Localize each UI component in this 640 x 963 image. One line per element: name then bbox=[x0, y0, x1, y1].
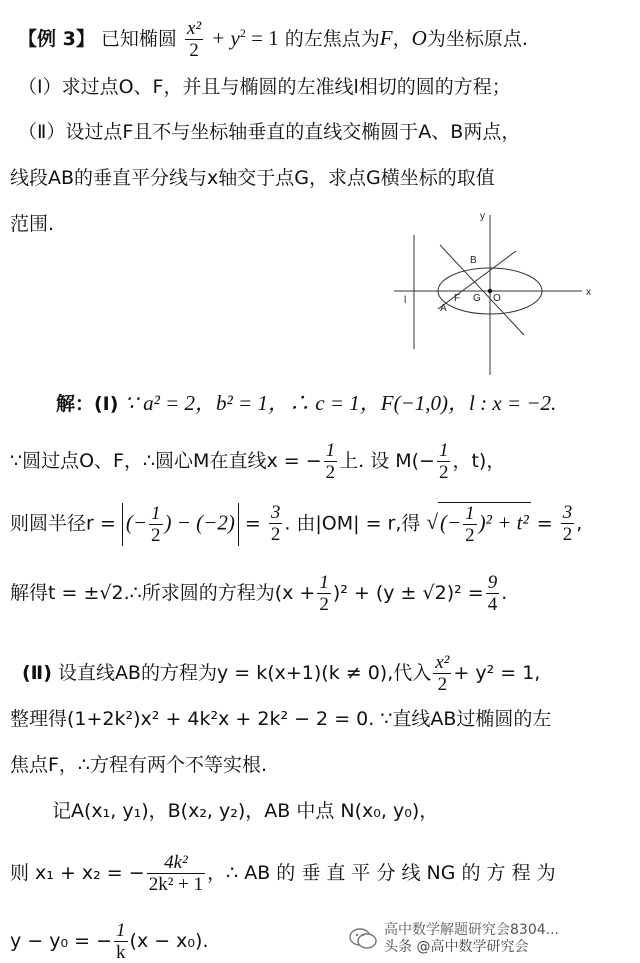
half-fraction-2: $\frac{1}{2}$ bbox=[438, 440, 449, 483]
label-G: G bbox=[473, 293, 481, 304]
solution-part2-line-5: 则 x₁ + x₂ = − $\frac{\text{4k²}}{\text{2k² + 1}}$ ，∴ AB 的 垂 直 平 分 线 NG 的 方 程 为 bbox=[10, 852, 556, 895]
watermark-line-1: 高中数学解题研究会8304... bbox=[384, 921, 559, 938]
solution-line-2: ∵圆过点O、F，∴圆心M在直线x = − $\frac{1}{2}$ 上. 设 M(− $\frac{1}{2}$ ，t)， bbox=[10, 440, 506, 483]
example-tag: 【例 3】 bbox=[18, 28, 95, 50]
stem-end: 为坐标原点. bbox=[426, 28, 528, 50]
point-O: O bbox=[411, 26, 427, 50]
solution-line-4: 解得t = ±√2.∴所求圆的方程为(x + $\frac{1}{2}$ )² + (y ± √2)² = $\frac{9}{4}$ . bbox=[10, 572, 508, 615]
solution-part2-line-2: 整理得(1+2k²)x² + 4k²x + 2k² − 2 = 0. ∵直线AB过椭圆的左 bbox=[10, 708, 552, 730]
watermark-line-2: 头条 @高中数学研究会 bbox=[384, 938, 529, 955]
sqrt-expression: √(− $\frac{1}{2}$ )² + t² bbox=[426, 503, 529, 546]
ellipse-rest: + $y^2 = 1$ bbox=[211, 26, 279, 50]
problem-line-1: 【例 3】 已知椭圆 $\frac{\text{x²}}{2}$ + $y^2 = 1$ 的左焦点为F，O为坐标原点. bbox=[18, 18, 528, 61]
label-F: F bbox=[454, 293, 461, 304]
nine-quarter-fraction: $\frac{9}{4}$ bbox=[487, 572, 498, 615]
problem-part-2-line-3: 范围. bbox=[10, 213, 55, 235]
label-B: B bbox=[470, 255, 477, 266]
point-F: F bbox=[379, 26, 393, 50]
x-axis-label: x bbox=[586, 287, 591, 298]
origin-dot bbox=[488, 289, 492, 293]
ellipse-fraction: $\frac{\text{x²}}{2}$ bbox=[186, 18, 202, 61]
half-fraction: $\frac{1}{2}$ bbox=[325, 440, 336, 483]
y-axis-label: y bbox=[480, 211, 485, 222]
stem-before: 已知椭圆 bbox=[100, 28, 177, 50]
solution-head: 解：(Ⅰ) bbox=[56, 393, 119, 415]
solution-line-1 bbox=[56, 390, 556, 417]
label-l: l bbox=[404, 295, 407, 306]
solution-part2-line-4: 记A(x₁, y₁)，B(x₂, y₂)，AB 中点 N(x₀, y₀)， bbox=[52, 800, 439, 822]
label-A: A bbox=[440, 303, 447, 314]
label-O: O bbox=[493, 293, 501, 304]
solution-part2-line-3: 焦点F，∴方程有两个不等实根. bbox=[10, 754, 268, 776]
stem-after: 的左焦点为 bbox=[284, 28, 380, 50]
problem-part-2-line-2: 线段AB的垂直平分线与x轴交于点G，求点G横坐标的取值 bbox=[10, 167, 495, 189]
watermark bbox=[348, 916, 640, 961]
radius-abs: (− $\frac{1}{2}$ ) − (−2) bbox=[122, 503, 239, 546]
problem-part-2-line-1: （Ⅱ）设过点F且不与坐标轴垂直的直线交椭圆于A、B两点， bbox=[18, 121, 521, 143]
solution-part2-line-6: y − y₀ = − $\frac{1}{k}$ (x − x₀). bbox=[10, 920, 209, 963]
problem-part-1: （Ⅰ）求过点O、F，并且与椭圆的左准线l相切的圆的方程； bbox=[18, 76, 511, 98]
three-half-fraction: $\frac{3}{2}$ bbox=[270, 502, 281, 546]
ellipse-figure bbox=[392, 199, 602, 379]
chord-AB bbox=[440, 245, 524, 335]
solution-line-3: 则圆半径r = (− $\frac{1}{2}$ ) − (−2) = $\frac{3}{2}$ . 由|OM| = r,得 √(− $\frac{1}{2}$ )² + t² = $\frac{3}{2}$ , bbox=[10, 502, 583, 546]
solution-given: ∵ a² = 2，b² = 1，∴ c = 1，F(−1,0)，l : x = −2. bbox=[124, 391, 557, 415]
chat-bubble-icon bbox=[348, 926, 378, 952]
solution-part2-line-1: (Ⅱ) 设直线AB的方程为y = k(x+1)(k ≠ 0),代入 $\frac{\text{x²}}{2}$ + y² = 1, bbox=[22, 652, 541, 695]
